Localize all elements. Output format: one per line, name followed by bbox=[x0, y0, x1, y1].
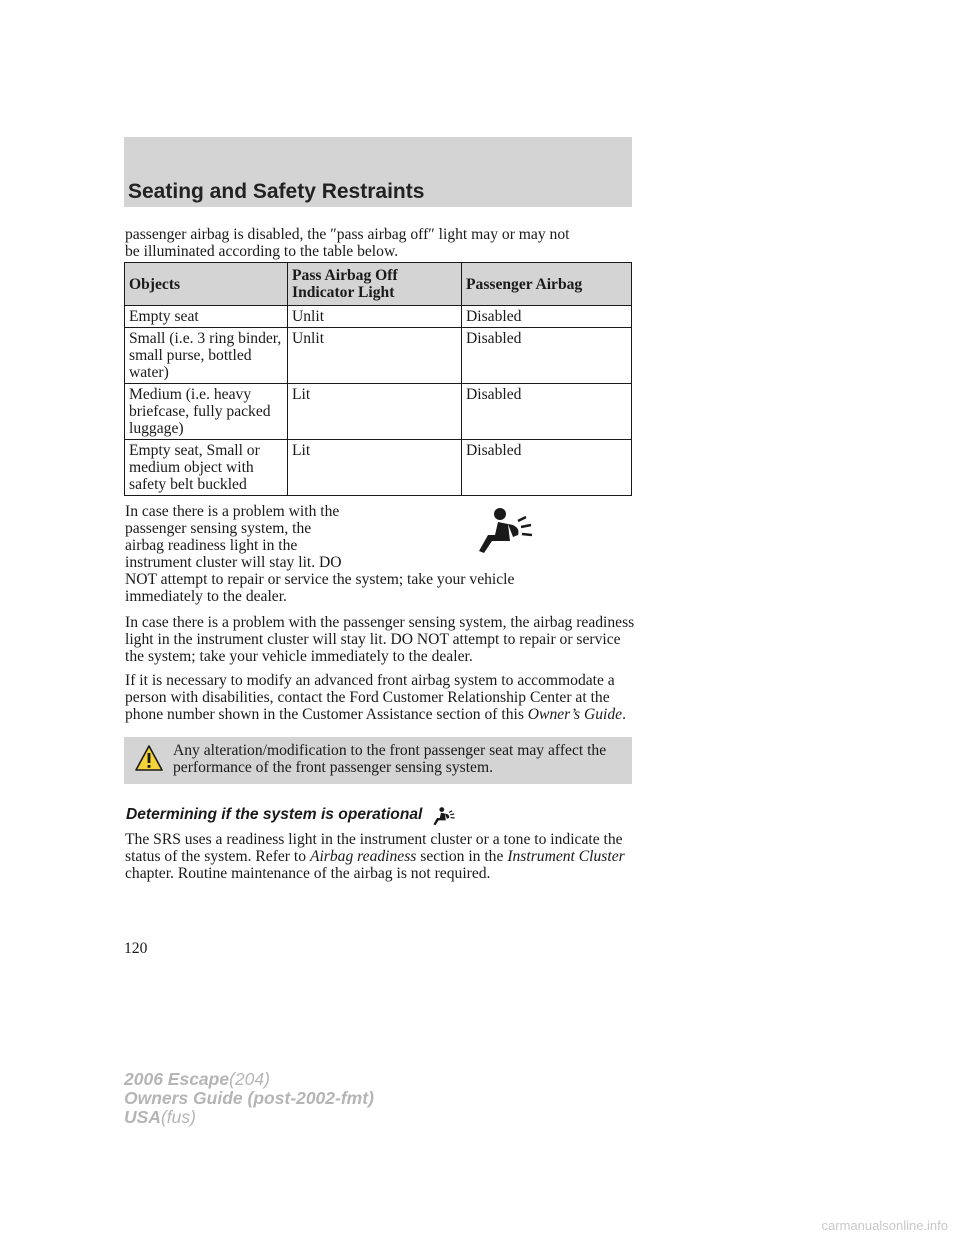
page-number: 120 bbox=[124, 940, 148, 957]
table-cell: Lit bbox=[288, 384, 462, 440]
header-indicator-light: Pass Airbag Off Indicator Light bbox=[288, 263, 462, 306]
paragraph-4: The SRS uses a readiness light in the instrument cluster or a tone to indicate the status of the system. Refer to Airbag readiness section in the Instrument Cluster chapter. Routine maintenance of the airbag is not required. bbox=[125, 831, 625, 882]
watermark: carmanualsonline.info bbox=[821, 1218, 948, 1233]
airbag-status-table bbox=[124, 262, 632, 496]
subheading-system-operational: Determining if the system is operational bbox=[126, 806, 423, 823]
footer-doc-info: 2006 Escape(204) Owners Guide (post-2002-fmt) USA(fus) bbox=[124, 1069, 374, 1127]
table-cell: Disabled bbox=[462, 328, 632, 384]
table-cell: Empty seat bbox=[125, 306, 288, 328]
table-cell: Disabled bbox=[462, 384, 632, 440]
table-row bbox=[125, 328, 632, 384]
instrument-cluster-italic: Instrument Cluster bbox=[507, 848, 625, 865]
table-cell: Empty seat, Small or medium object with safety belt buckled bbox=[125, 440, 288, 496]
intro-line-2: be illuminated according to the table below. bbox=[125, 243, 399, 260]
owners-guide-italic: Owner’s Guide bbox=[527, 706, 623, 723]
paragraph-3: If it is necessary to modify an advanced front airbag system to accommodate a person with disabilities, contact the Ford Customer Relationship Center at the phone number shown in the Customer Assistance section of this Owner’s Guide. bbox=[125, 672, 626, 723]
airbag-readiness-italic: Airbag readiness bbox=[309, 848, 417, 865]
header-objects: Objects bbox=[125, 263, 288, 306]
table-row bbox=[125, 306, 632, 328]
table-header-row bbox=[125, 263, 632, 306]
table-cell: Small (i.e. 3 ring binder, small purse, bottled water) bbox=[125, 328, 288, 384]
table-cell: Medium (i.e. heavy briefcase, fully packed luggage) bbox=[125, 384, 288, 440]
intro-line-1: passenger airbag is disabled, the ″pass airbag off″ light may or may not bbox=[125, 226, 570, 243]
intro-paragraph bbox=[125, 226, 637, 260]
paragraph-1-top: In case there is a problem with the passenger sensing system, the airbag readiness light in the instrument cluster will stay lit. DO bbox=[125, 503, 342, 571]
warning-text: Any alteration/modification to the front passenger seat may affect the performance of the front passenger sensing system. bbox=[173, 742, 607, 776]
table-cell: Unlit bbox=[288, 328, 462, 384]
table-cell: Disabled bbox=[462, 306, 632, 328]
paragraph-1-bottom: NOT attempt to repair or service the system; take your vehicle immediately to the dealer. bbox=[125, 571, 515, 605]
airbag-seat-icon bbox=[433, 804, 457, 828]
table-row bbox=[125, 384, 632, 440]
table-row bbox=[125, 440, 632, 496]
paragraph-2: In case there is a problem with the passenger sensing system, the airbag readiness light in the instrument cluster will stay lit. DO NOT attempt to repair or service the system; take your vehicle immediately to the dealer. bbox=[125, 614, 635, 665]
airbag-seat-icon bbox=[478, 505, 538, 555]
table-cell: Unlit bbox=[288, 306, 462, 328]
header-passenger-airbag: Passenger Airbag bbox=[462, 263, 632, 306]
section-title: Seating and Safety Restraints bbox=[128, 180, 425, 203]
table-cell: Disabled bbox=[462, 440, 632, 496]
table-cell: Lit bbox=[288, 440, 462, 496]
warning-triangle-icon bbox=[134, 744, 164, 772]
